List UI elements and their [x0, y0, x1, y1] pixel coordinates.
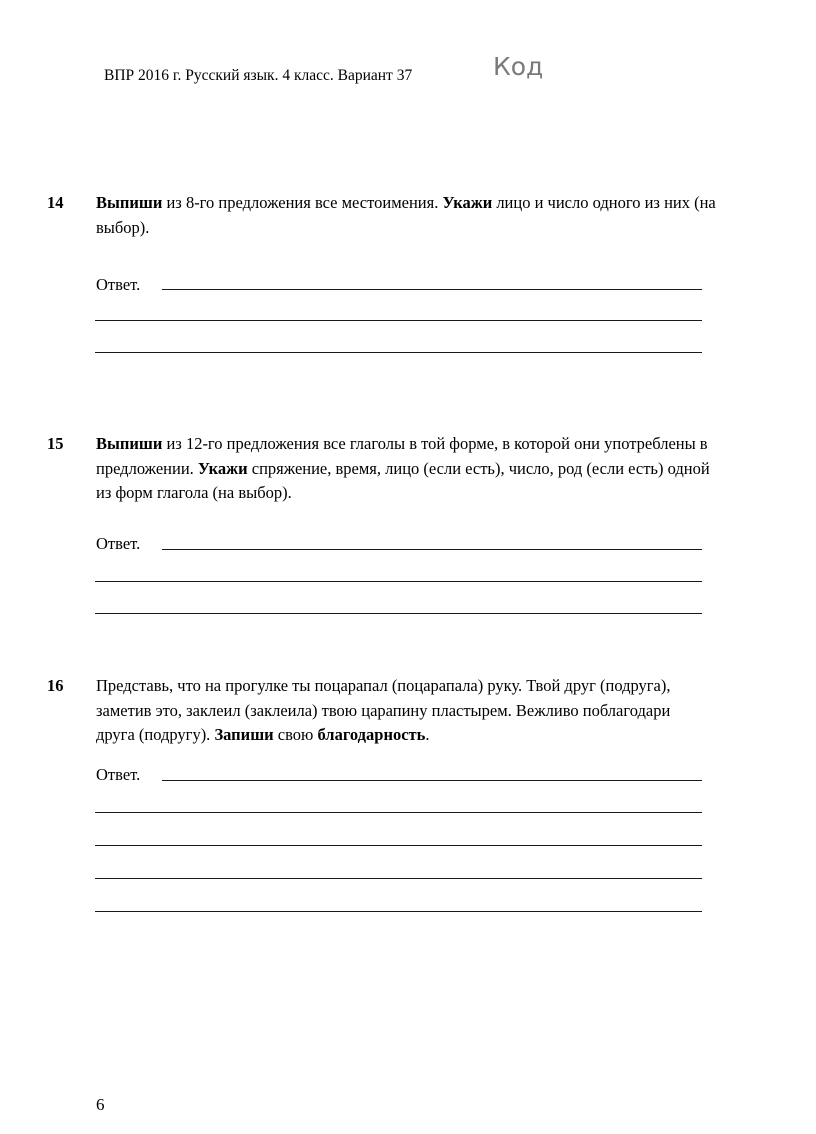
- task-number: 16: [47, 676, 64, 695]
- answer-line[interactable]: [162, 549, 702, 550]
- page-number: 6: [96, 1095, 105, 1114]
- answer-line[interactable]: [95, 581, 702, 582]
- task-number: 15: [47, 434, 64, 453]
- task-text-part: .: [425, 725, 430, 744]
- answer-line[interactable]: [95, 352, 702, 353]
- answer-line[interactable]: [95, 845, 702, 846]
- task-text-part: из 12-го предложения все глаголы в той форме, в которой они употреблены в предложении.: [96, 434, 708, 478]
- task-text-part: Представь, что на прогулке ты поцарапал (поцарапала) руку. Твой друг (подруга), заметив это, заклеил (заклеила) твою царапину пластырем. Вежливо поблагодари друга (подругу).: [96, 676, 671, 744]
- answer-line[interactable]: [95, 613, 702, 614]
- task-text: [96, 191, 726, 240]
- task-text-part: Выпиши: [96, 193, 163, 212]
- page-header-title: ВПР 2016 г. Русский язык. 4 класс. Вариант 37: [104, 67, 413, 84]
- task-text-part: Запиши: [214, 725, 274, 744]
- task-text-part: лицо и число одного из них (на выбор).: [96, 193, 716, 237]
- task-text-part: спряжение, время, лицо (если есть), число, род (если есть) одной из форм глагола (на выбор).: [96, 458, 710, 502]
- task-text-part: Укажи: [197, 458, 248, 478]
- task-text-part: Укажи: [442, 193, 493, 212]
- answer-line[interactable]: [95, 812, 702, 813]
- answer-line[interactable]: [95, 878, 702, 879]
- answer-label: Ответ.: [96, 765, 141, 784]
- task-text-part: из 8-го предложения все местоимения.: [162, 193, 443, 212]
- task-text: [96, 432, 726, 506]
- task-text-part: благодарность: [317, 725, 426, 744]
- task-text-part: Выпиши: [96, 434, 163, 453]
- answer-line[interactable]: [162, 780, 702, 781]
- task-number: 14: [47, 193, 64, 212]
- answer-line[interactable]: [95, 911, 702, 912]
- answer-label: Ответ.: [96, 534, 141, 553]
- answer-line[interactable]: [162, 289, 702, 290]
- task-text-part: свою: [273, 725, 318, 744]
- answer-label: Ответ.: [96, 275, 141, 294]
- code-label: Код: [493, 52, 544, 81]
- task-text: [96, 674, 708, 748]
- answer-line[interactable]: [95, 320, 702, 321]
